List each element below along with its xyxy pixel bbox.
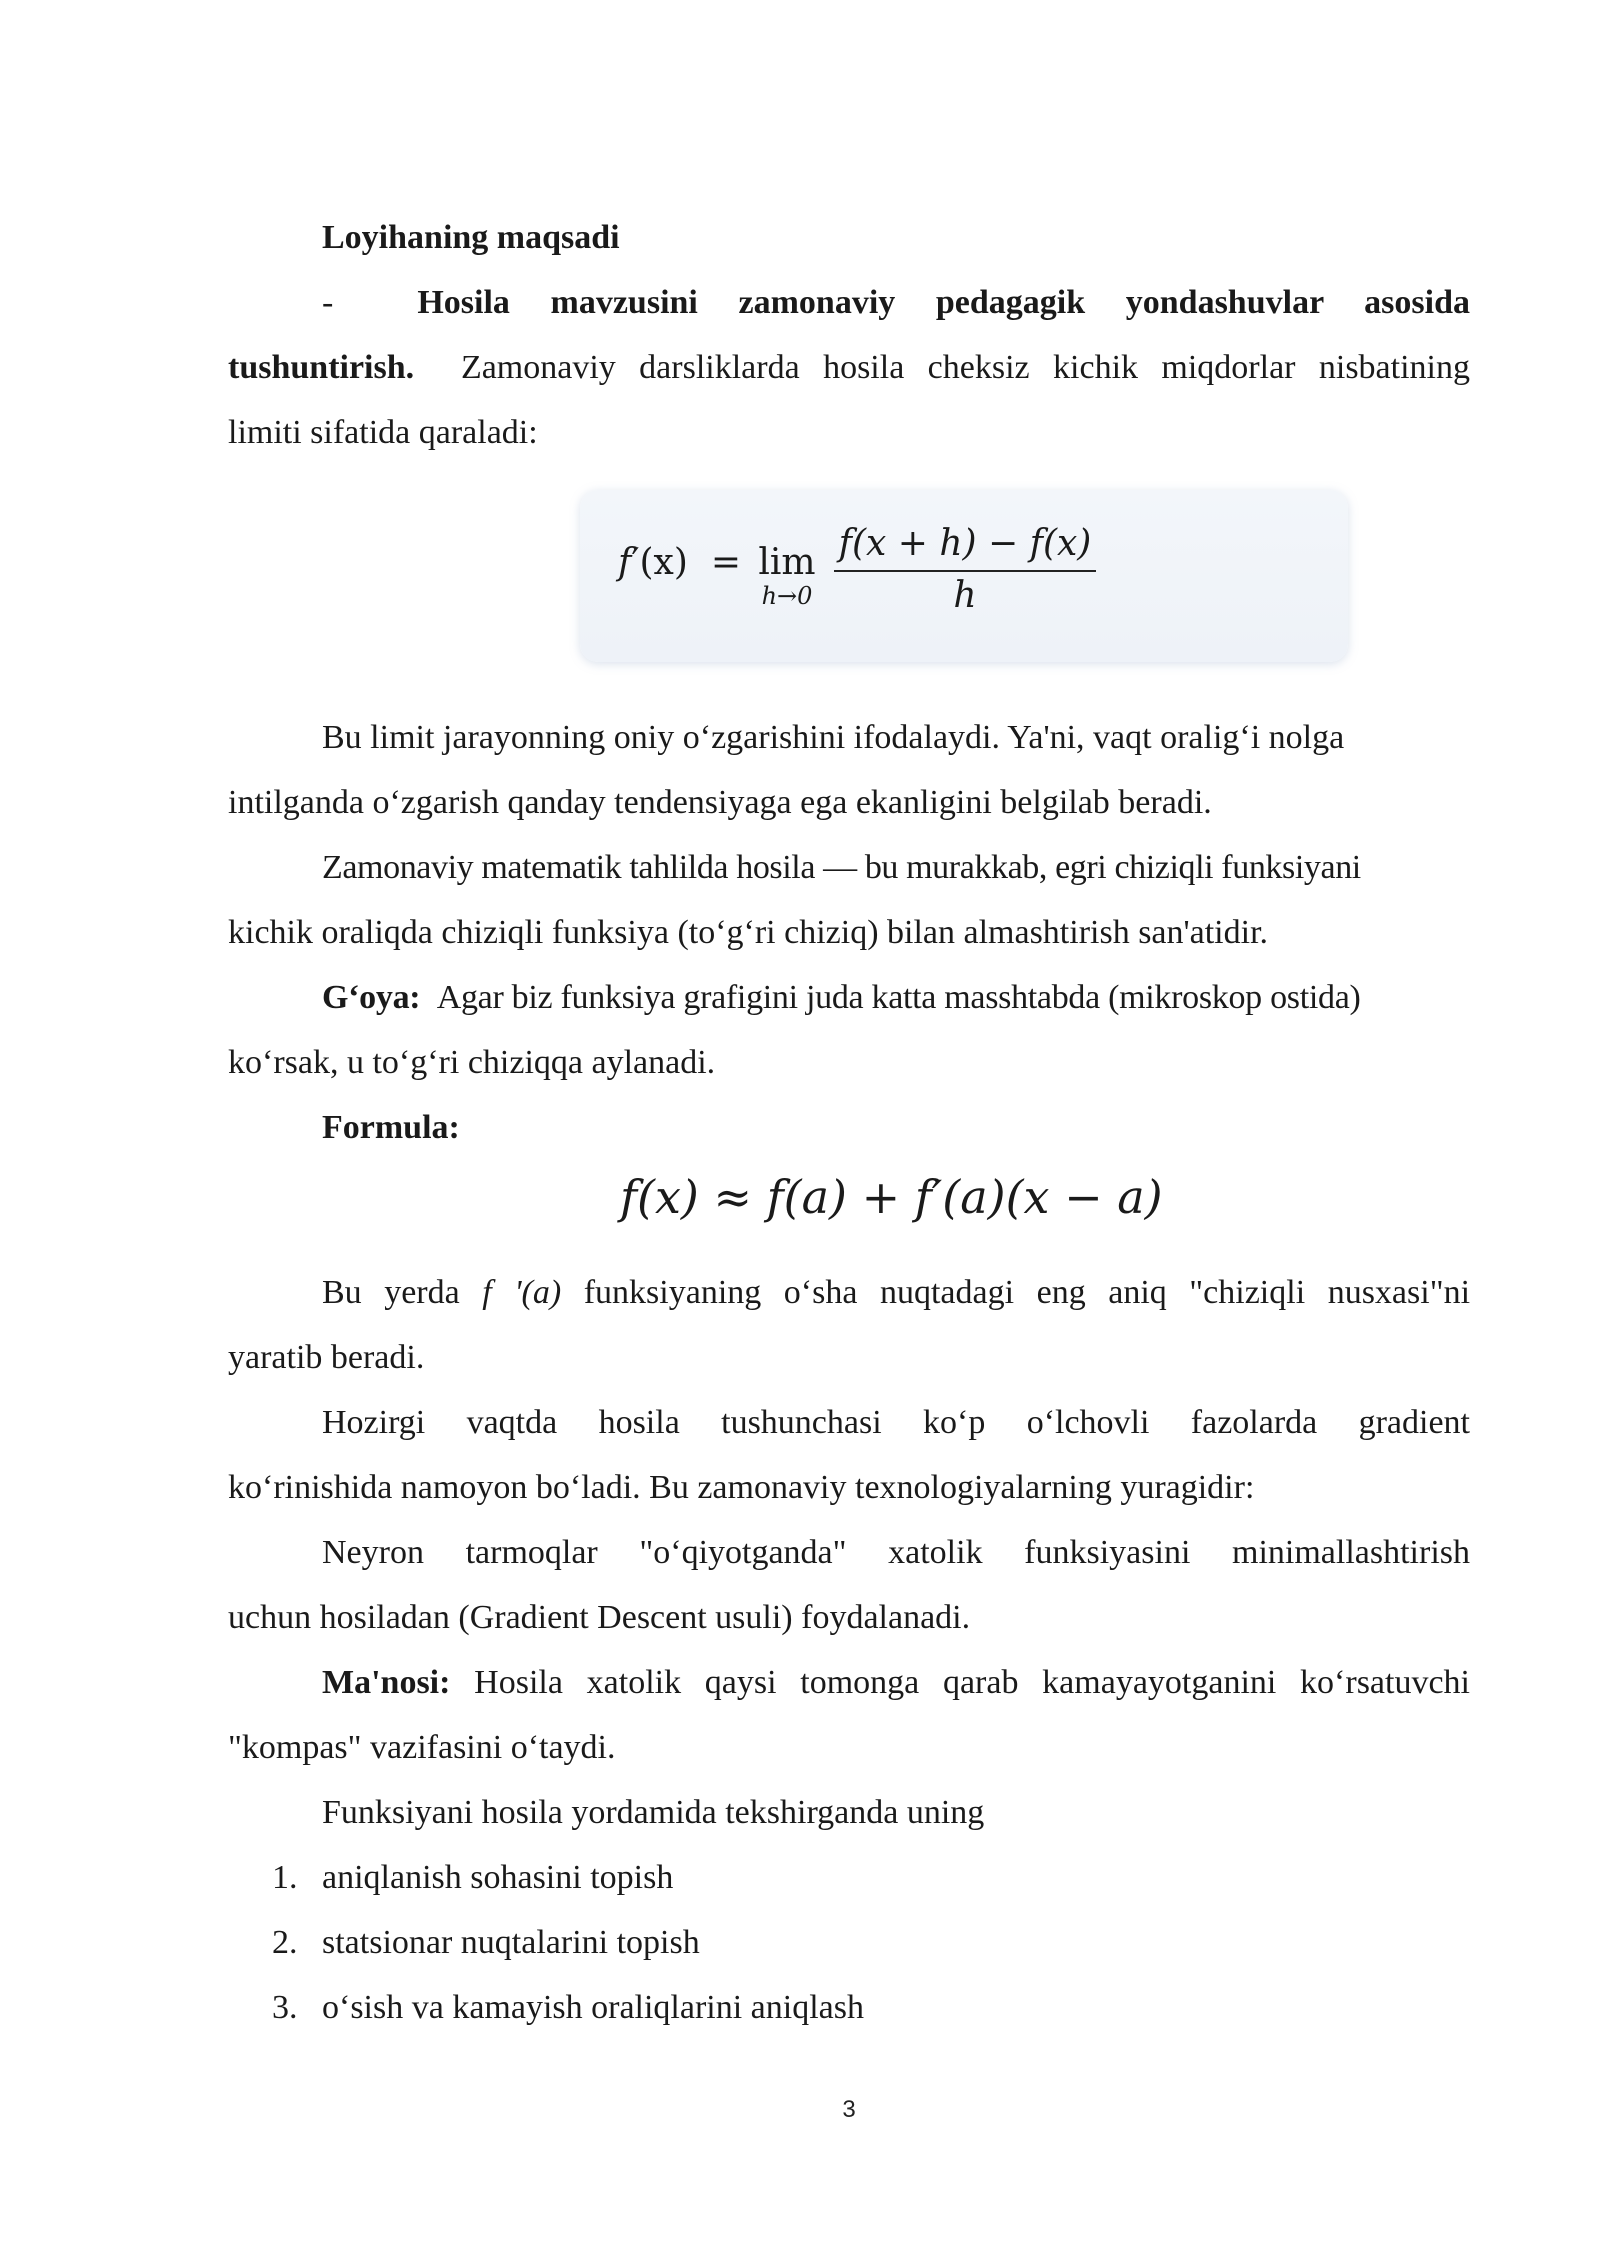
- para3-before: Bu yerda: [322, 1274, 460, 1311]
- para6-text: Funksiyani hosila yordamida tekshirganda uning: [322, 1794, 985, 1831]
- lim-subscript: h→0: [761, 582, 813, 610]
- formula-fraction: [830, 522, 1100, 620]
- goal-bold-second: tushuntirish.: [228, 349, 415, 386]
- formula-f: f: [618, 542, 632, 583]
- document-page: [228, 0, 1470, 2262]
- meaning-text-2: "kompas" vazifasini o‘taydi.: [228, 1729, 616, 1766]
- para3-text-2: yaratib beradi.: [228, 1339, 425, 1376]
- idea-line-2: [228, 1030, 1470, 1095]
- para5-line-2: [228, 1585, 1470, 1650]
- list-number: 1.: [272, 1859, 298, 1896]
- para2-line-1: [228, 835, 1470, 900]
- list-text: aniqlanish sohasini topish: [322, 1859, 674, 1896]
- para3-line-2: [228, 1325, 1470, 1390]
- derivative-formula-box: [580, 490, 1348, 662]
- para6-line: [228, 1780, 1470, 1845]
- para4-text-2: ko‘rinishida namoyon bo‘ladi. Bu zamonaviy texnologiyalarning yuragidir:: [228, 1469, 1255, 1506]
- para5-text-2: uchun hosiladan (Gradient Descent usuli) foydalanadi.: [228, 1599, 971, 1636]
- para3-line-1: [228, 1260, 1470, 1325]
- goal-line-3: [228, 400, 1470, 465]
- meaning-label: Ma'nosi:: [322, 1664, 451, 1701]
- list-text: o‘sish va kamayish oraliqlarini aniqlash: [322, 1989, 864, 2026]
- section-heading: [228, 205, 1470, 270]
- list-number: 2.: [272, 1924, 298, 1961]
- list-text: statsionar nuqtalarini topish: [322, 1924, 700, 1961]
- para3-after: funksiyaning o‘sha nuqtadagi eng aniq "chiziqli nusxasi"ni: [583, 1274, 1471, 1311]
- idea-label: G‘oya:: [322, 979, 421, 1016]
- formula-lim: [752, 542, 822, 609]
- para1-line-2: [228, 770, 1470, 835]
- idea-line-1: [228, 965, 1470, 1030]
- meaning-text-1: Hosila xatolik qaysi tomonga qarab kamayayotganini ko‘rsatuvchi: [474, 1664, 1470, 1701]
- formula-lhs: [618, 542, 741, 583]
- para4-text-1: Hozirgi vaqtda hosila tushunchasi ko‘p o‘lchovli fazolarda gradient: [322, 1404, 1470, 1441]
- formula-label-line: [228, 1095, 1470, 1160]
- formula-equals: =: [710, 542, 741, 583]
- para2-line-2: [228, 900, 1470, 965]
- para2-text-1: Zamonaviy matematik tahlilda hosila — bu murakkab, egri chiziqli funksiyani: [322, 849, 1361, 886]
- goal-line3-text: limiti sifatida qaraladi:: [228, 414, 538, 451]
- fraction-denominator: h: [953, 575, 977, 616]
- goal-line-2: [228, 335, 1470, 400]
- list-number: 3.: [272, 1989, 298, 2026]
- idea-text-2: ko‘rsak, u to‘g‘ri chiziqqa aylanadi.: [228, 1044, 716, 1081]
- para5-text-1: Neyron tarmoqlar "o‘qiyotganda" xatolik funksiyasini minimallashtirish: [322, 1534, 1470, 1571]
- linear-approximation-formula: f(x) ≈ f(a) + f′(a)(x − a): [620, 1170, 1163, 1224]
- para2-text-2: kichik oraliqda chiziqli funksiya (to‘g‘ri chiziq) bilan almashtirish san'atidir.: [228, 914, 1269, 951]
- goal-bold-first: Hosila mavzusini zamonaviy pedagagik yondashuvlar asosida: [417, 284, 1470, 321]
- para5-line-1: [228, 1520, 1470, 1585]
- goal-line-1: [228, 270, 1470, 335]
- para4-line-1: [228, 1390, 1470, 1455]
- para4-line-2: [228, 1455, 1470, 1520]
- formula-arg: (x): [639, 542, 688, 583]
- formula-label: Formula:: [322, 1109, 460, 1146]
- page-number: 3: [842, 2096, 856, 2123]
- para3-italic: f '(a): [482, 1274, 562, 1311]
- idea-text-1: Agar biz funksiya grafigini juda katta masshtabda (mikroskop ostida): [436, 979, 1361, 1016]
- para1-line-1: [228, 705, 1470, 770]
- fraction-numerator: f(x + h) − f(x): [838, 523, 1092, 564]
- meaning-line-1: [228, 1650, 1470, 1715]
- para1-text-2: intilganda o‘zgarish qanday tendensiyaga ega ekanligini belgilab beradi.: [228, 784, 1212, 821]
- meaning-line-2: [228, 1715, 1470, 1780]
- para1-text-1: Bu limit jarayonning oniy o‘zgarishini ifodalaydi. Ya'ni, vaqt oralig‘i nolga: [322, 719, 1345, 756]
- formula-prime: ′: [631, 542, 640, 583]
- goal-dash: -: [322, 284, 334, 321]
- lim-text: lim: [758, 542, 816, 583]
- goal-rest: Zamonaviy darsliklarda hosila cheksiz kichik miqdorlar nisbatining: [460, 349, 1470, 386]
- heading-text: Loyihaning maqsadi: [322, 219, 620, 256]
